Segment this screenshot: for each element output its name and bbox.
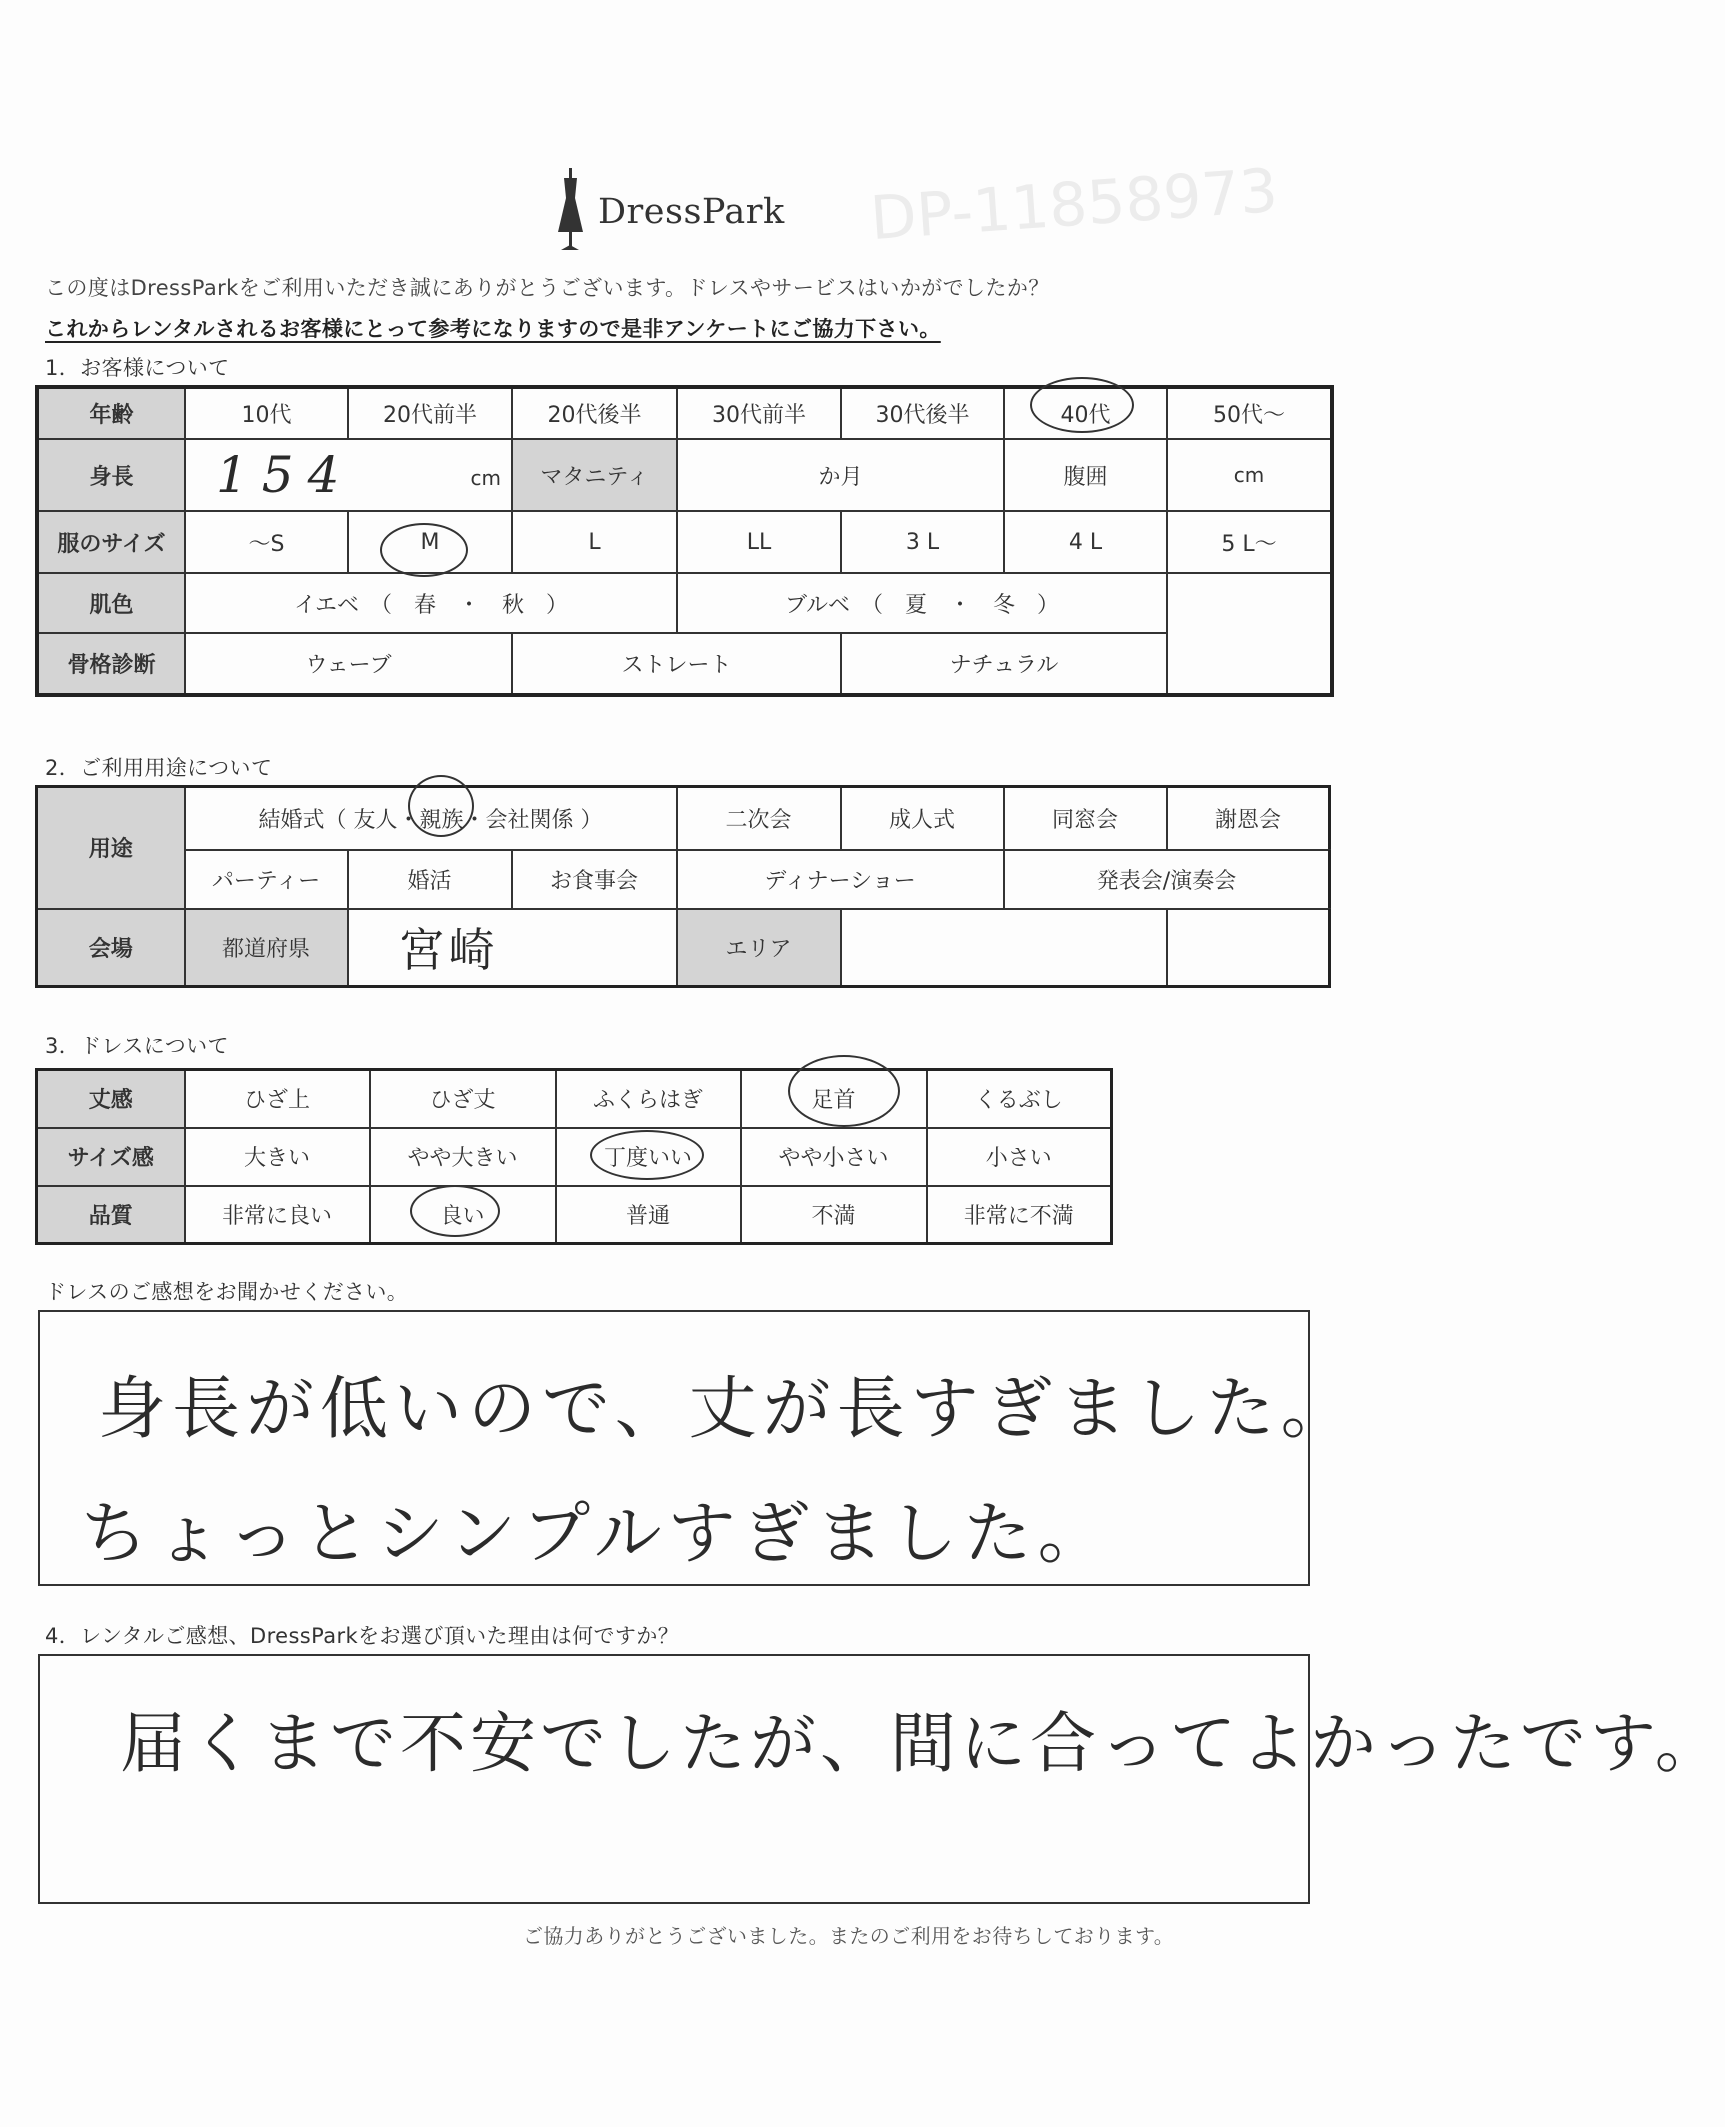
length-option[interactable]: ふくらはぎ	[556, 1070, 741, 1128]
height-row	[37, 439, 1332, 511]
yellow-base-option[interactable]: イエベ （ 春 ・ 秋 ）	[185, 573, 677, 633]
venue-row	[37, 909, 1330, 987]
purpose-option[interactable]: 二次会	[677, 787, 841, 850]
quality-option-selected[interactable]: 良い	[370, 1186, 556, 1244]
quality-selection-circle	[410, 1185, 500, 1237]
size-row	[37, 511, 1332, 573]
waist-label: 腹囲	[1004, 439, 1167, 511]
purpose-option[interactable]: 結婚式（ 友人・親族・会社関係 ）	[185, 787, 677, 850]
size-option[interactable]: LL	[677, 511, 841, 573]
age-option[interactable]: 10代	[185, 387, 348, 439]
area-label: エリア	[677, 909, 841, 987]
area-field[interactable]	[841, 909, 1167, 987]
dress-comment-line-1: 身長が低いので、丈が長すぎました。	[98, 1370, 1355, 1449]
length-option[interactable]: ひざ丈	[370, 1070, 556, 1128]
age-option[interactable]: 50代～	[1167, 387, 1332, 439]
purpose-option[interactable]: 発表会/演奏会	[1004, 850, 1330, 909]
usage-table	[35, 785, 1331, 988]
frame-option[interactable]: ストレート	[512, 633, 841, 695]
thanks-text: ご協力ありがとうございました。またのご利用をお待ちしております。	[523, 1924, 1175, 1948]
size-option[interactable]: 3 L	[841, 511, 1004, 573]
fit-option[interactable]: 小さい	[927, 1128, 1112, 1186]
size-option[interactable]: 4 L	[1004, 511, 1167, 573]
prefecture-value: 宮崎	[398, 923, 499, 978]
customer-info-table	[35, 385, 1334, 697]
age-row	[37, 387, 1332, 439]
length-option[interactable]: くるぶし	[927, 1070, 1112, 1128]
age-option[interactable]: 30代前半	[677, 387, 841, 439]
blue-base-option[interactable]: ブルベ （ 夏 ・ 冬 ）	[677, 573, 1167, 633]
size-label: 服のサイズ	[37, 511, 185, 573]
waist-field[interactable]	[1167, 439, 1332, 511]
quality-option[interactable]: 普通	[556, 1186, 741, 1244]
purpose-option[interactable]: 成人式	[841, 787, 1004, 850]
section-2-title: 2．ご利用用途について	[45, 756, 273, 780]
rental-comment-line-1: 届くまで不安でしたが、間に合ってよかったです。	[120, 1705, 1725, 1782]
purpose-option[interactable]: パーティー	[185, 850, 348, 909]
length-row	[37, 1070, 1112, 1128]
purpose-row-2	[37, 850, 1330, 909]
section-4-title: 4．レンタルご感想、DressParkをお選び頂いた理由は何ですか？	[45, 1624, 680, 1648]
survey-request-text: これからレンタルされるお客様にとって参考になりますので是非アンケートにご協力下さい。	[45, 317, 941, 341]
maternity-months-field[interactable]	[677, 439, 1004, 511]
size-option-selected[interactable]: M	[348, 511, 512, 573]
frame-option[interactable]: ナチュラル	[841, 633, 1167, 695]
purpose-option[interactable]: 謝恩会	[1167, 787, 1330, 850]
faint-handwritten-id: DP-11858973	[868, 155, 1281, 255]
height-field[interactable]	[185, 439, 512, 511]
purpose-option[interactable]: 同窓会	[1004, 787, 1167, 850]
fit-row	[37, 1128, 1112, 1186]
quality-label: 品質	[37, 1186, 185, 1244]
height-unit: cm	[470, 466, 501, 490]
quality-option[interactable]: 非常に不満	[927, 1186, 1112, 1244]
fit-option-selected[interactable]: 丁度いい	[556, 1128, 741, 1186]
quality-option[interactable]: 非常に良い	[185, 1186, 370, 1244]
age-option-selected[interactable]: 40代	[1004, 387, 1167, 439]
purpose-option[interactable]: お食事会	[512, 850, 677, 909]
intro-text: この度はDressParkをご利用いただき誠にありがとうございます。ドレスやサービスはいかがでしたか？	[45, 276, 1050, 300]
quality-row	[37, 1186, 1112, 1244]
size-selection-circle	[380, 523, 468, 577]
height-value: 154	[216, 446, 354, 504]
height-label: 身長	[37, 439, 185, 511]
dress-rating-table	[35, 1068, 1113, 1245]
dress-comment-title: ドレスのご感想をお聞かせください。	[45, 1280, 409, 1304]
skin-label: 肌色	[37, 573, 185, 633]
frame-label: 骨格診断	[37, 633, 185, 695]
purpose-label: 用途	[37, 787, 185, 909]
maternity-label: マタニティ	[512, 439, 677, 511]
frame-option[interactable]: ウェーブ	[185, 633, 512, 695]
length-option[interactable]: ひざ上	[185, 1070, 370, 1128]
purpose-option[interactable]: 婚活	[348, 850, 512, 909]
prefecture-label: 都道府県	[185, 909, 348, 987]
age-option[interactable]: 20代後半	[512, 387, 677, 439]
size-option[interactable]: 5 L～	[1167, 511, 1332, 573]
quality-option[interactable]: 不満	[741, 1186, 927, 1244]
age-selection-circle	[1030, 377, 1134, 433]
fit-option[interactable]: やや小さい	[741, 1128, 927, 1186]
venue-label: 会場	[37, 909, 185, 987]
purpose-option[interactable]: ディナーショー	[677, 850, 1004, 909]
frame-row	[37, 633, 1332, 695]
age-label: 年齢	[37, 387, 185, 439]
prefecture-field[interactable]	[348, 909, 677, 987]
age-option[interactable]: 20代前半	[348, 387, 512, 439]
section-1-title: 1．お客様について	[45, 356, 230, 380]
length-selection-circle	[788, 1055, 900, 1127]
brand-name: DressPark	[598, 192, 785, 232]
months-unit: か月	[818, 464, 863, 490]
fit-option[interactable]: やや大きい	[370, 1128, 556, 1186]
purpose-selection-circle	[408, 775, 474, 837]
size-option[interactable]: L	[512, 511, 677, 573]
skin-row	[37, 573, 1332, 633]
fit-selection-circle	[590, 1130, 704, 1180]
dress-comment-line-2: ちょっとシンプルすぎました。	[80, 1495, 1112, 1574]
size-option[interactable]: ～S	[185, 511, 348, 573]
fit-option[interactable]: 大きい	[185, 1128, 370, 1186]
purpose-row-1	[37, 787, 1330, 850]
section-3-title: 3．ドレスについて	[45, 1034, 229, 1058]
waist-unit: cm	[1233, 462, 1265, 487]
length-option-selected[interactable]: 足首	[741, 1070, 927, 1128]
fit-label: サイズ感	[37, 1128, 185, 1186]
length-label: 丈感	[37, 1070, 185, 1128]
age-option[interactable]: 30代後半	[841, 387, 1004, 439]
